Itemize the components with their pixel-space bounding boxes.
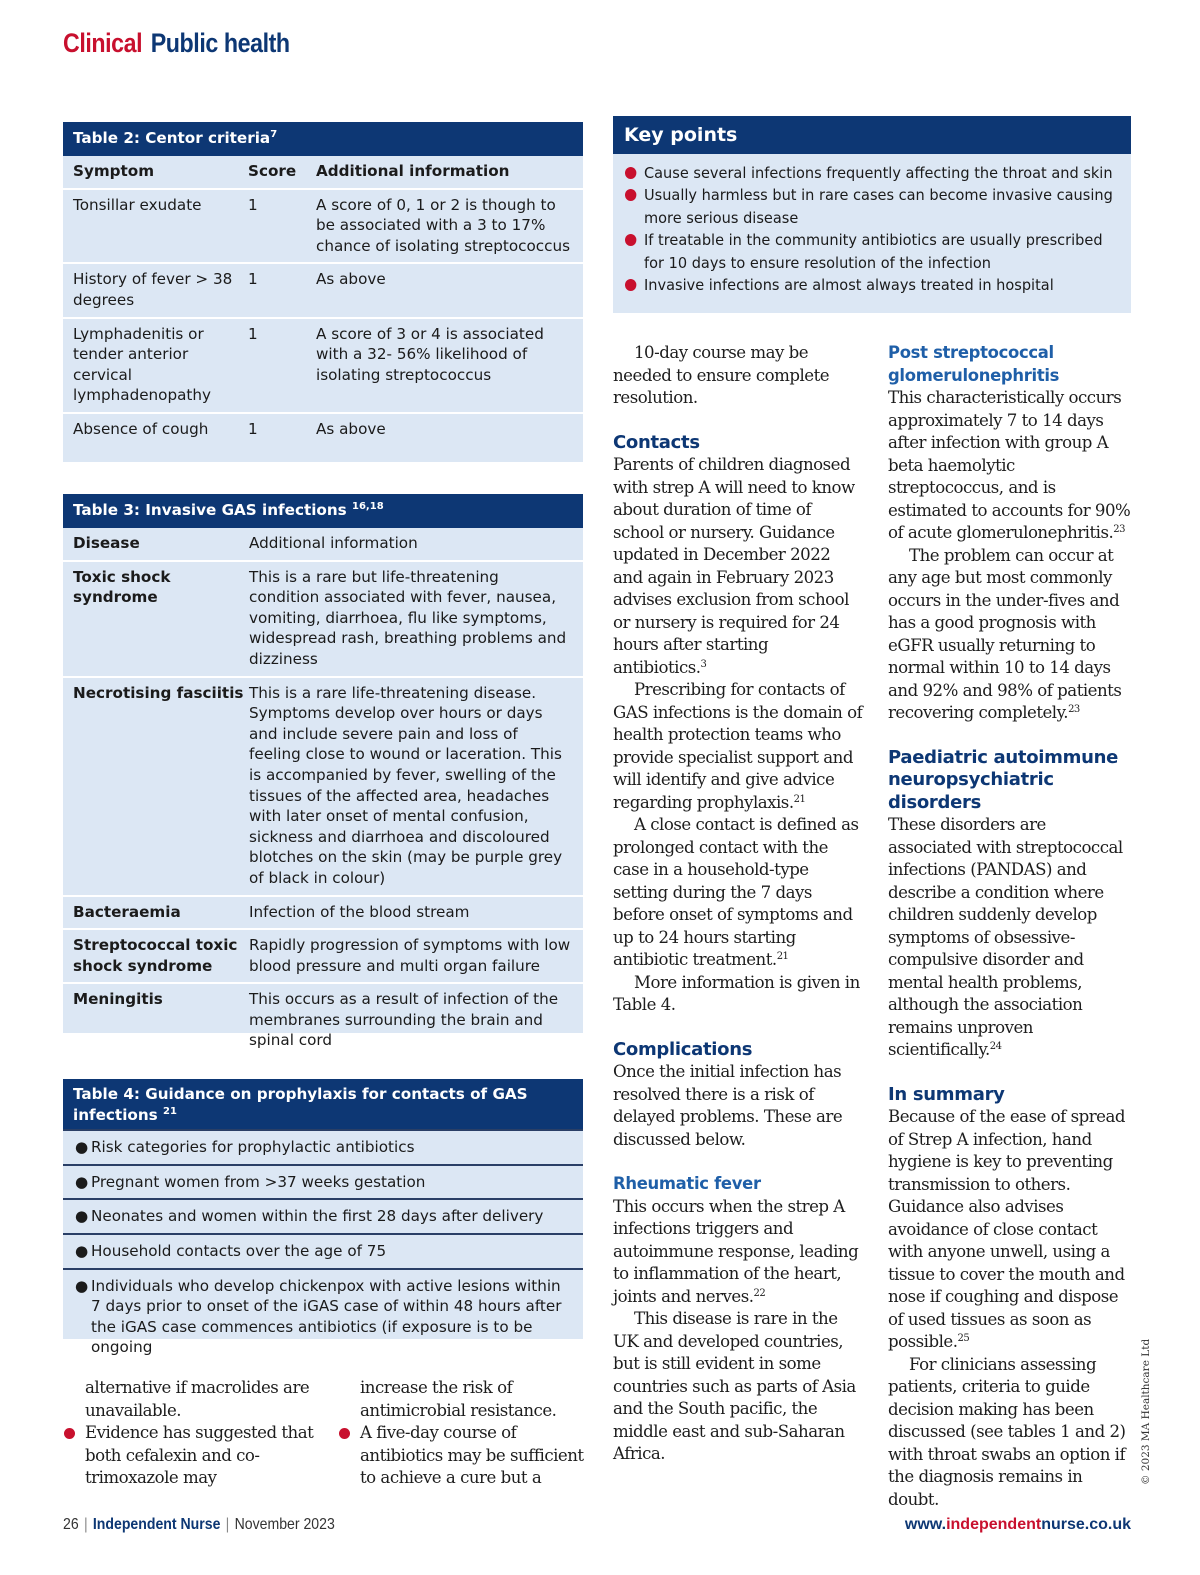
heading-contacts: Contacts: [613, 431, 700, 453]
heading-in-summary: In summary: [888, 1083, 1005, 1105]
list-item-text: Neonates and women within the first 28 days after delivery: [91, 1207, 544, 1226]
table-row: [63, 928, 583, 982]
heading-rheumatic-fever: Rheumatic fever: [613, 1174, 761, 1193]
copyright-notice: © 2023 MA Healthcare Ltd: [1140, 1338, 1152, 1485]
body-column-4: [888, 342, 1131, 1511]
bullet-icon: [625, 189, 636, 201]
cell-info: As above: [316, 270, 386, 289]
list-item: If treatable in the community antibiotics are usually prescribed for 10 days to ensure resolution of the infection: [625, 229, 1125, 274]
section-title: Clinical: [63, 28, 143, 58]
list-item-text: Individuals who develop chickenpox with active lesions within 7 days prior to onset of the iGAS case of within 48 hours after the iGAS case commences antibiotics (if exposure is to be ongoing: [91, 1276, 562, 1357]
bullet-icon: [339, 1428, 350, 1439]
list-item: [63, 1268, 583, 1364]
table-row: [63, 188, 583, 263]
section-header: [63, 28, 290, 59]
paragraph: Parents of children diagnosed with strep A will need to know about duration of time of school or nursery. Guidance updated in December 2022 and again in February 2023 advises exclusion from school or nursery is required for 24 hours after starting antibiotics.$^3$: [613, 455, 855, 677]
list-item-text: Risk categories for prophylactic antibiotics: [91, 1138, 415, 1157]
list-item: [63, 1164, 583, 1199]
paragraph: A close contact is defined as prolonged contact with the case in a household-type setting during the 7 days before onset of symptoms and up to 24 hours starting antibiotic treatment.$^{21}$: [613, 815, 859, 969]
list-item-text: Pregnant women from >37 weeks gestation: [91, 1172, 426, 1191]
paragraph: More information is given in Table 4.: [613, 972, 860, 1014]
list-item: Cause several infections frequently affecting the throat and skin: [625, 162, 1125, 184]
heading-pandas: Paediatric autoimmune neuropsychiatric disorders: [888, 746, 1119, 813]
bullet-icon: ●: [75, 1241, 89, 1260]
bullet-icon: [64, 1428, 75, 1439]
body-column-1: [85, 1377, 335, 1490]
table-header-row: [63, 156, 583, 188]
cell-info: Rapidly progression of symptoms with low blood pressure and multi organ failure: [249, 936, 571, 975]
list-item-text: Household contacts over the age of 75: [91, 1241, 387, 1260]
paragraph: The problem can occur at any age but most commonly occurs in the under-fives and has a good prognosis with eGFR usually returning to normal within 10 to 14 days and 92% and 98% of patients recovering completely.$^{23}$: [888, 545, 1122, 722]
cell-symptom: History of fever > 38 degrees: [73, 270, 233, 309]
bullet-paragraph: Evidence has suggested that both cefalexin and co-trimoxazole may: [85, 1422, 335, 1490]
paragraph: increase the risk of antimicrobial resistance.: [360, 1378, 557, 1420]
heading-complications: Complications: [613, 1038, 753, 1060]
footer-left: 26 | Independent Nurse | November 2023: [63, 1516, 335, 1533]
paragraph: 10-day course may be needed to ensure complete resolution.: [613, 343, 830, 407]
header-disease: Disease: [73, 534, 140, 552]
cell-symptom: Lymphadenitis or tender anterior cervical lymphadenopathy: [73, 324, 211, 405]
table-row: [63, 317, 583, 412]
cell-symptom: Absence of cough: [73, 419, 209, 438]
cell-info: A score of 3 or 4 is associated with a 32- 56% likelihood of isolating streptococcus: [316, 324, 544, 384]
paragraph: This disease is rare in the UK and developed countries, but is still evident in some countries such as parts of Asia and the South pacific, the middle east and sub-Saharan Africa.: [613, 1309, 856, 1463]
cell-disease: Necrotising fasciitis: [73, 683, 244, 702]
cell-score: 1: [248, 324, 258, 343]
list-item: Usually harmless but in rare cases can become invasive causing more serious disease: [625, 184, 1125, 229]
header-info: Additional information: [249, 534, 418, 552]
key-points-list: [613, 154, 1131, 296]
paragraph: For clinicians assessing patients, criteria to guide decision making has been discussed (see tables 1 and 2) with throat swabs an option if the diagnosis remains in doubt.: [888, 1354, 1126, 1509]
cell-score: 1: [248, 270, 258, 289]
header-score: Score: [248, 162, 297, 180]
bullet-icon: ●: [75, 1172, 89, 1191]
cell-symptom: Tonsillar exudate: [73, 195, 202, 214]
cell-info: This is a rare but life-threatening condition associated with fever, nausea, vomiting, diarrhoea, flu like symptoms, widespread rash, breathing problems and dizziness: [249, 567, 567, 668]
paragraph: These disorders are associated with streptococcal infections (PANDAS) and describe a condition where children suddenly develop symptoms of obsessive-compulsive disorder and mental health problems, although the association remains unproven scientifically.$^{24}$: [888, 815, 1123, 1059]
table-title: Table 4: Guidance on prophylaxis for contacts of GAS infections $^{21}$: [63, 1079, 583, 1129]
list-item: [63, 1129, 583, 1164]
publication-name: Independent Nurse: [92, 1516, 221, 1533]
list-item: Invasive infections are almost always treated in hospital: [625, 274, 1125, 296]
table-row: [63, 982, 583, 1057]
table-title: Table 2: Centor criteria$^7$: [63, 122, 583, 156]
website-link[interactable]: www.independentnurse.co.uk: [904, 1516, 1131, 1533]
table-prophylaxis-guidance: [63, 1079, 583, 1357]
table-row: [63, 560, 583, 676]
list-item: [63, 1198, 583, 1233]
body-column-3: [613, 342, 863, 1466]
paragraph: Prescribing for contacts of GAS infections is the domain of health protection teams who provide specialist support and will identify and give advice regarding prophylaxis.$^{21}$: [613, 680, 863, 812]
key-points-title: Key points: [613, 116, 1131, 154]
bullet-icon: ●: [75, 1207, 89, 1226]
table-row: [63, 412, 583, 446]
bullet-icon: ●: [75, 1276, 89, 1295]
table-title: Table 3: Invasive GAS infections $^{16,18}$: [63, 494, 583, 528]
paragraph: Because of the ease of spread of Strep A infection, hand hygiene is key to preventing transmission to others. Guidance also advises avoidance of close contact with anyone unwell, using a tissue to cover the mouth and nose if coughing and dispose of used tissues as soon as possible.$^{25}$: [888, 1107, 1125, 1351]
table-centor-criteria: [63, 122, 583, 462]
cell-info: This is a rare life-threatening disease. Symptoms develop over hours or days and include severe pain and loss of feeling close to wound or laceration. This is accompanied by fever, swelling of the tissues of the affected area, headaches with later onset of mental confusion, sickness and diarrhoea and discoloured blotches on the skin (may be purple grey of black in colour): [249, 683, 563, 887]
cell-info: Infection of the blood stream: [249, 902, 470, 921]
bullet-icon: [625, 234, 636, 246]
key-points-box: [613, 116, 1131, 313]
table-row: [63, 262, 583, 316]
bullet-icon: [625, 167, 636, 179]
page-number: 26: [63, 1516, 79, 1533]
cell-info: As above: [316, 419, 386, 438]
cell-disease: Bacteraemia: [73, 902, 181, 921]
subsection-title: Public health: [150, 28, 290, 58]
body-column-2: [360, 1377, 600, 1490]
table-row: [63, 676, 583, 895]
cell-score: 1: [248, 195, 258, 214]
header-info: Additional information: [316, 162, 510, 180]
issue-date: November 2023: [234, 1516, 335, 1533]
table-invasive-gas: [63, 494, 583, 1050]
paragraph: alternative if macrolides are unavailable.: [85, 1378, 310, 1420]
header-symptom: Symptom: [73, 162, 155, 180]
bullet-icon: [625, 279, 636, 291]
table-row: [63, 895, 583, 929]
cell-disease: Streptococcal toxic shock syndrome: [73, 936, 238, 975]
cell-info: A score of 0, 1 or 2 is though to be associated with a 3 to 17% chance of isolating streptococcus: [316, 195, 571, 255]
cell-info: This occurs as a result of infection of the membranes surrounding the brain and spinal cord: [249, 990, 559, 1050]
cell-disease: Toxic shock syndrome: [73, 567, 171, 607]
cell-score: 1: [248, 419, 258, 438]
bullet-icon: ●: [75, 1138, 89, 1157]
cell-disease: Meningitis: [73, 990, 163, 1009]
paragraph: This characteristically occurs approximately 7 to 14 days after infection with group A beta haemolytic streptococcus, and is estimated to accounts for 90% of acute glomerulonephritis.$^{23}$: [888, 388, 1131, 542]
bullet-paragraph: A five-day course of antibiotics may be sufficient to achieve a cure but a: [360, 1422, 600, 1490]
table-header-row: [63, 528, 583, 560]
list-item: [63, 1233, 583, 1268]
paragraph: Once the initial infection has resolved there is a risk of delayed problems. These are discussed below.: [613, 1062, 843, 1149]
heading-post-streptococcal: Post streptococcal glomerulonephritis: [888, 343, 1060, 385]
paragraph: This occurs when the strep A infections triggers and autoimmune response, leading to inflammation of the heart, joints and nerves.$^{22}$: [613, 1196, 859, 1306]
